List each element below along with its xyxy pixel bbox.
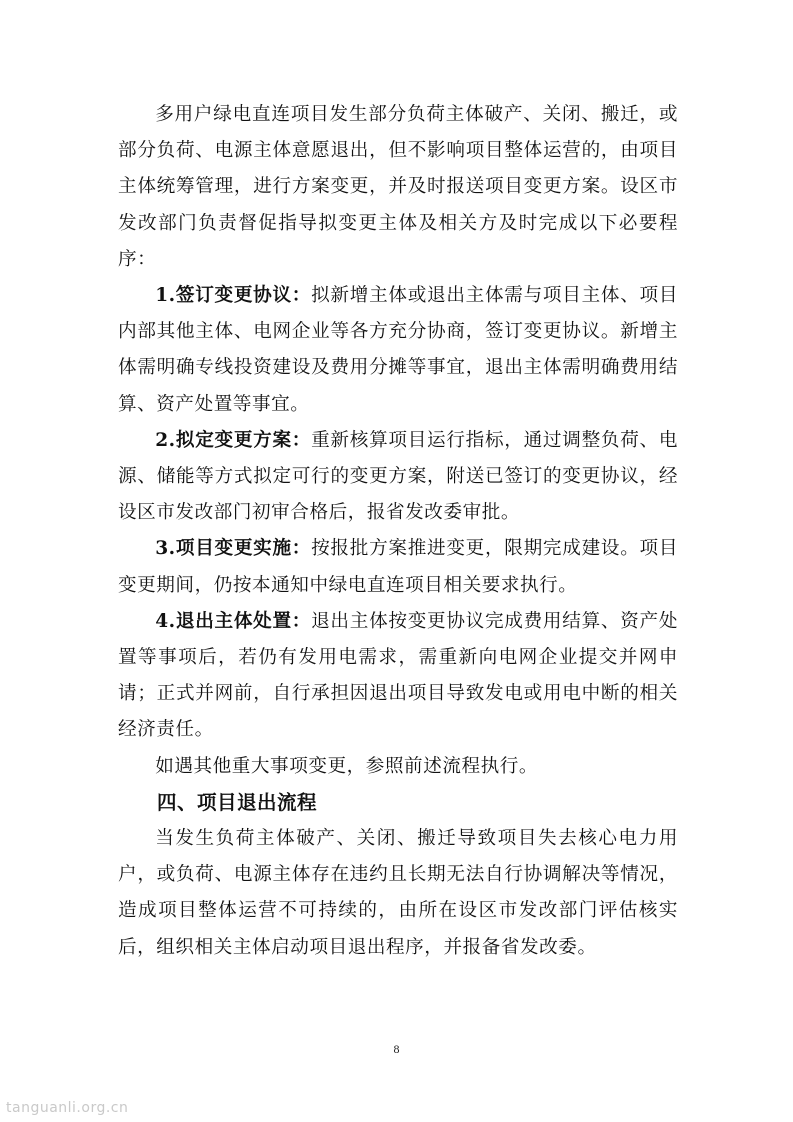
paragraph-lead: 3.项目变更实施： <box>155 538 312 560</box>
page-number: 8 <box>393 1042 400 1056</box>
paragraph-lead: 1.签订变更协议： <box>155 285 312 307</box>
paragraph <box>118 278 678 423</box>
paragraph: 多用户绿电直连项目发生部分负荷主体破产、关闭、搬迁，或部分负荷、电源主体意愿退出，但不影响项目整体运营的，由项目主体统筹管理，进行方案变更，并及时报送项目变更方案。设区市发改部门负责督促指导拟变更主体及相关方及时完成以下必要程序： <box>118 104 678 270</box>
paragraph-text: 按报批方案推进变更，限期完成建设。项目变更期间，仍按本通知中绿电直连项目相关要求执行。 <box>118 538 678 596</box>
paragraph-text: 拟新增主体或退出主体需与项目主体、项目内部其他主体、电网企业等各方充分协商，签订变更协议。新增主体需明确专线投资建设及费用分摊等事宜，退出主体需明确费用结算、资产处置等事宜。 <box>118 285 678 415</box>
section-paragraph: 当发生负荷主体破产、关闭、搬迁导致项目失去核心电力用户，或负荷、电源主体存在违约且长期无法自行协调解决等情况，造成项目整体运营不可持续的，由所在设区市发改部门评估核实后，组织相关主体启动项目退出程序，并报备省发改委。 <box>118 828 678 958</box>
paragraph <box>118 531 678 603</box>
paragraph <box>118 604 678 749</box>
document-body <box>118 97 678 966</box>
paragraph: 如遇其他重大事项变更，参照前述流程执行。 <box>155 755 539 777</box>
paragraph-text: 重新核算项目运行指标，通过调整负荷、电源、储能等方式拟定可行的变更方案，附送已签订的变更协议，经设区市发改部门初审合格后，报省发改委审批。 <box>118 429 678 524</box>
watermark: tanguanli.org.cn <box>6 1100 129 1116</box>
paragraph-lead: 2.拟定变更方案： <box>155 429 312 451</box>
paragraph-text: 退出主体按变更协议完成费用结算、资产处置等事项后，若仍有发用电需求，需重新向电网企业提交并网申请；正式并网前，自行承担因退出项目导致发电或用电中断的相关经济责任。 <box>118 610 678 741</box>
paragraph <box>118 423 678 532</box>
paragraph-lead: 4.退出主体处置： <box>155 610 312 632</box>
section-heading: 四、项目退出流程 <box>157 790 318 814</box>
